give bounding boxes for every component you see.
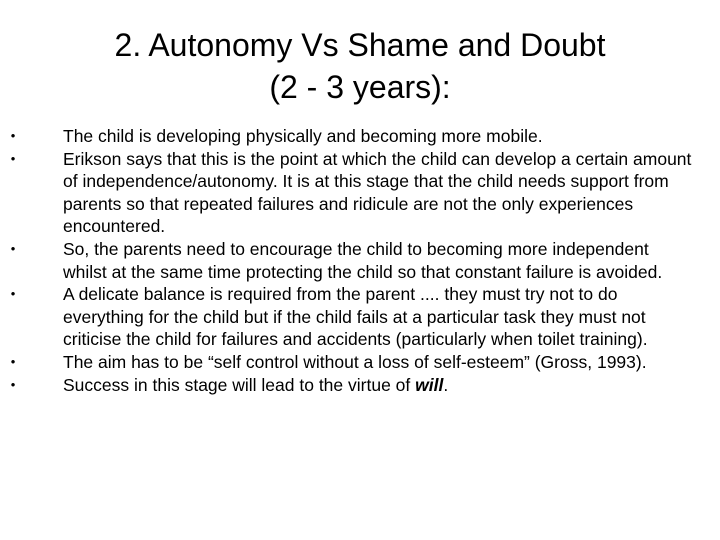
- bullet-text: The aim has to be “self control without a loss of self-esteem” (Gross, 1993).: [63, 351, 647, 372]
- title-line-1: 2. Autonomy Vs Shame and Doubt: [114, 27, 606, 63]
- bullet-icon: •: [10, 376, 16, 392]
- slide-title: [40, 24, 680, 108]
- bullet-text: Erikson says that this is the point at which the child can develop a certain amount of independence/autonomy. It is at this stage that the child needs support from parents so that repeated failures and ridicule are not the only experiences encountered.: [63, 148, 692, 237]
- bullet-text: The child is developing physically and becoming more mobile.: [63, 126, 543, 146]
- bullet-list: [6, 125, 696, 396]
- bullet-text: So, the parents need to encourage the child to becoming more independent whilst at the same time protecting the child so that constant failure is avoided.: [63, 238, 663, 282]
- bullet-text: A delicate balance is required from the parent .... they must try not to do everything for the child but if the child fails at a particular task they must not criticise the child for failures and accidents (particularly when toilet training).: [63, 284, 648, 350]
- bullet-item: [6, 283, 696, 351]
- bullet-text-after: .: [443, 374, 449, 395]
- emphasis-will: will: [415, 374, 444, 395]
- bullet-item: [6, 238, 696, 283]
- bullet-item: [6, 148, 696, 238]
- bullet-text: [63, 374, 696, 397]
- bullet-item: [6, 374, 696, 397]
- bullet-icon: •: [10, 128, 16, 143]
- bullet-text-before: Success in this stage will lead to the virtue of: [63, 374, 416, 395]
- bullet-item: [6, 351, 696, 374]
- bullet-item: [6, 125, 696, 148]
- bullet-icon: •: [10, 240, 16, 256]
- bullet-icon: •: [10, 286, 16, 302]
- bullet-icon: •: [10, 353, 16, 369]
- bullet-icon: •: [10, 150, 16, 166]
- title-line-2: (2 - 3 years):: [269, 69, 451, 105]
